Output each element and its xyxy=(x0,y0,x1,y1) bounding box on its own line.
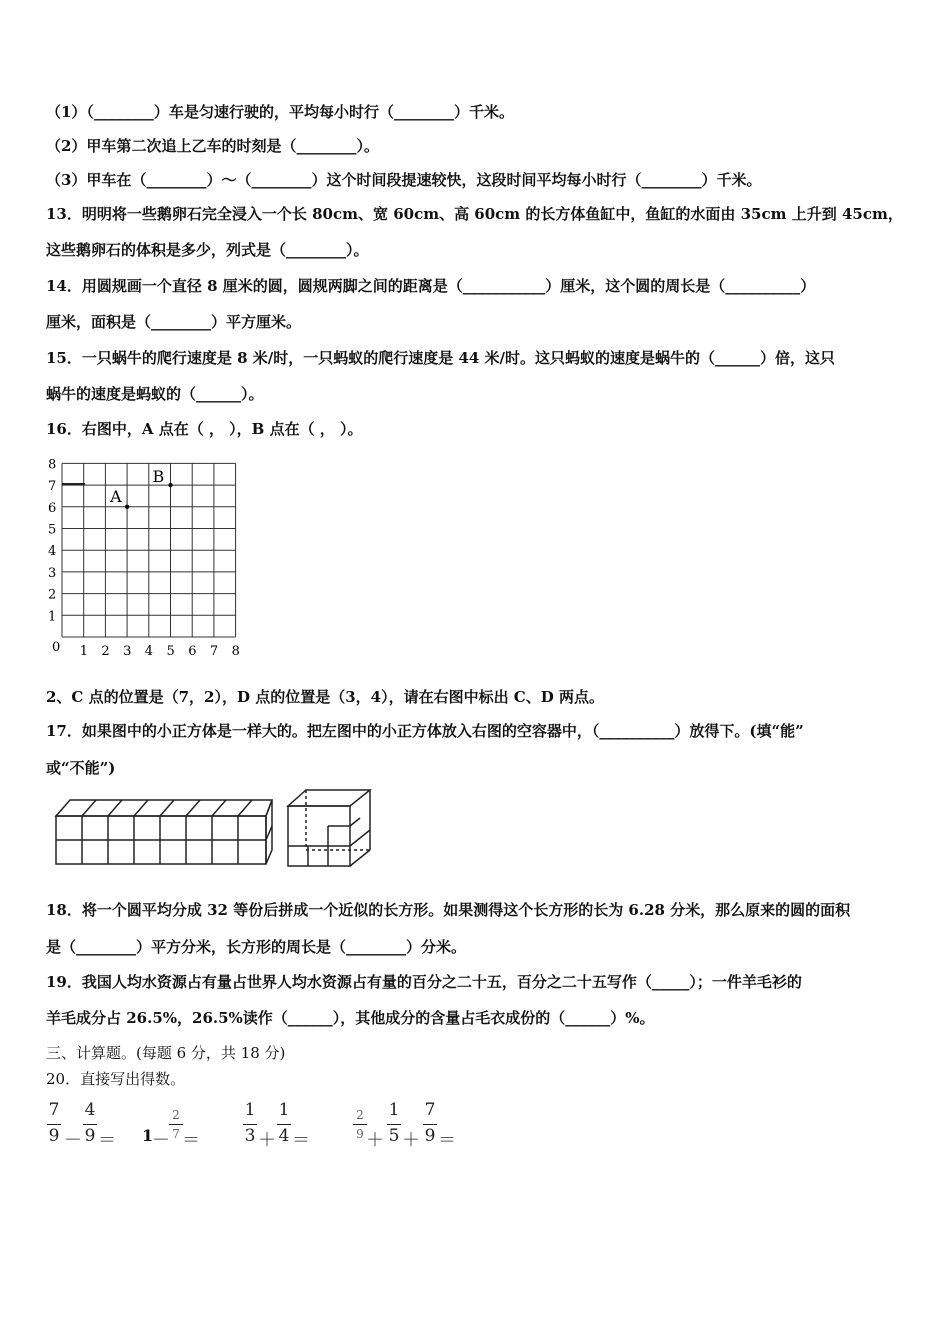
q13-line2: 这些鹅卵石的体积是多少，列式是（________）。 xyxy=(46,241,369,259)
e4-denominator-3: 9 xyxy=(424,1126,436,1146)
x-tick-label: 6 xyxy=(188,644,197,659)
e4-denominator-2: 5 xyxy=(388,1126,400,1146)
q19-line2: 羊毛成分占 26.5%，26.5%读作（______），其他成分的含量占毛衣成份的（______）%。 xyxy=(46,1009,655,1027)
q17-line2: 或“不能”) xyxy=(46,759,116,777)
e1-numerator-2: 4 xyxy=(84,1100,96,1120)
section-3-heading: 三、计算题。(每题 6 分，共 18 分) xyxy=(46,1044,286,1062)
cube-stack-left xyxy=(56,800,272,864)
point-a-label: A xyxy=(110,486,122,506)
point-b-label: B xyxy=(152,467,165,487)
e4-operator-1: ＋ xyxy=(366,1130,384,1151)
e3-numerator-2: 1 xyxy=(278,1100,290,1120)
q12-part3: （3）甲车在（________）～（________）这个时间段提速较快，这段时间平均每小时行（________）千米。 xyxy=(46,171,762,189)
e1-denominator-2: 9 xyxy=(84,1126,96,1146)
y-tick-label: 2 xyxy=(48,587,57,603)
q15-line2: 蜗牛的速度是蚂蚁的（______）。 xyxy=(46,385,264,403)
q13-line1: 13．明明将一些鹅卵石完全浸入一个长 80cm、宽 60cm、高 60cm 的长方体鱼缸中，鱼缸的水面由 35cm 上升到 45cm， xyxy=(46,205,903,223)
q15-line1: 15．一只蜗牛的爬行速度是 8 米/时，一只蚂蚁的爬行速度是 44 米/时。这只蚂蚁的速度是蜗牛的（______）倍，这只 xyxy=(46,349,836,367)
empty-container-right xyxy=(288,790,370,866)
e2-whole: 1 xyxy=(142,1126,154,1145)
e2-operator: － xyxy=(152,1130,170,1151)
y-tick-label: 6 xyxy=(48,500,57,516)
fraction-expressions xyxy=(46,1098,506,1158)
x-tick-label: 5 xyxy=(166,644,175,659)
q12-part1: （1）（________）车是匀速行驶的，平均每小时行（________）千米。 xyxy=(46,103,514,121)
e3-denominator-1: 3 xyxy=(244,1126,256,1146)
x-tick-label: 8 xyxy=(231,644,240,659)
y-tick-label: 5 xyxy=(48,522,57,538)
e2-equals: ＝ xyxy=(182,1130,200,1151)
e4-equals: ＝ xyxy=(438,1130,456,1151)
q18-line2: 是（________）平方分米，长方形的周长是（________）分米。 xyxy=(46,938,467,956)
point-a xyxy=(125,505,129,509)
x-tick-label: 7 xyxy=(209,644,219,659)
x-tick-label: 4 xyxy=(144,644,154,659)
e2-numerator: 2 xyxy=(172,1108,180,1122)
y-tick-label: 8 xyxy=(48,457,57,473)
e1-equals: ＝ xyxy=(98,1130,116,1151)
q16-part2: 2、C 点的位置是（7，2），D 点的位置是（3，4），请在右图中标出 C、D 两点。 xyxy=(46,688,604,706)
e1-denominator-1: 9 xyxy=(48,1126,60,1146)
q19-line1: 19．我国人均水资源占有量占世界人均水资源占有量的百分之二十五，百分之二十五写作（_____）；一件羊毛衫的 xyxy=(46,973,802,991)
e4-numerator-2: 1 xyxy=(388,1100,400,1120)
coordinate-grid xyxy=(42,450,252,665)
origin-label: 0 xyxy=(52,640,61,655)
q12-part2: （2）甲车第二次追上乙车的时刻是（________）。 xyxy=(46,137,379,155)
x-tick-label: 1 xyxy=(79,644,88,659)
e3-operator: ＋ xyxy=(258,1130,276,1151)
cubes-figure xyxy=(50,788,380,873)
q18-line1: 18．将一个圆平均分成 32 等份后拼成一个近似的长方形。如果测得这个长方形的长为 6.28 分米，那么原来的圆的面积 xyxy=(46,901,851,919)
e2-denominator: 7 xyxy=(172,1127,180,1141)
y-tick-label: 1 xyxy=(48,609,57,625)
q20-line: 20．直接写出得数。 xyxy=(46,1070,186,1088)
e4-denominator-1: 9 xyxy=(356,1127,364,1141)
y-tick-label: 7 xyxy=(48,479,57,495)
e1-numerator-1: 7 xyxy=(48,1100,60,1120)
e3-numerator-1: 1 xyxy=(244,1100,256,1120)
e4-operator-2: ＋ xyxy=(402,1130,420,1151)
e4-numerator-1: 2 xyxy=(356,1108,364,1122)
e3-equals: ＝ xyxy=(292,1130,310,1151)
q14-line2: 厘米，面积是（________）平方厘米。 xyxy=(46,313,302,331)
x-tick-label: 2 xyxy=(101,644,110,659)
e3-denominator-2: 4 xyxy=(278,1126,290,1146)
x-tick-label: 3 xyxy=(123,644,132,659)
e4-numerator-3: 7 xyxy=(424,1100,436,1120)
q14-line1: 14．用圆规画一个直径 8 厘米的圆，圆规两脚之间的距离是（___________）厘米，这个圆的周长是（__________） xyxy=(46,277,816,295)
point-b xyxy=(168,483,172,487)
q16-line: 16．右图中，A 点在（ ， ），B 点在（ ， ）。 xyxy=(46,420,363,438)
q17-line1: 17．如果图中的小正方体是一样大的。把左图中的小正方体放入右图的空容器中，（__________）放得下。(填“能” xyxy=(46,722,804,740)
y-tick-label: 4 xyxy=(48,544,57,560)
e1-operator: － xyxy=(64,1130,82,1151)
y-tick-label: 3 xyxy=(48,565,57,581)
